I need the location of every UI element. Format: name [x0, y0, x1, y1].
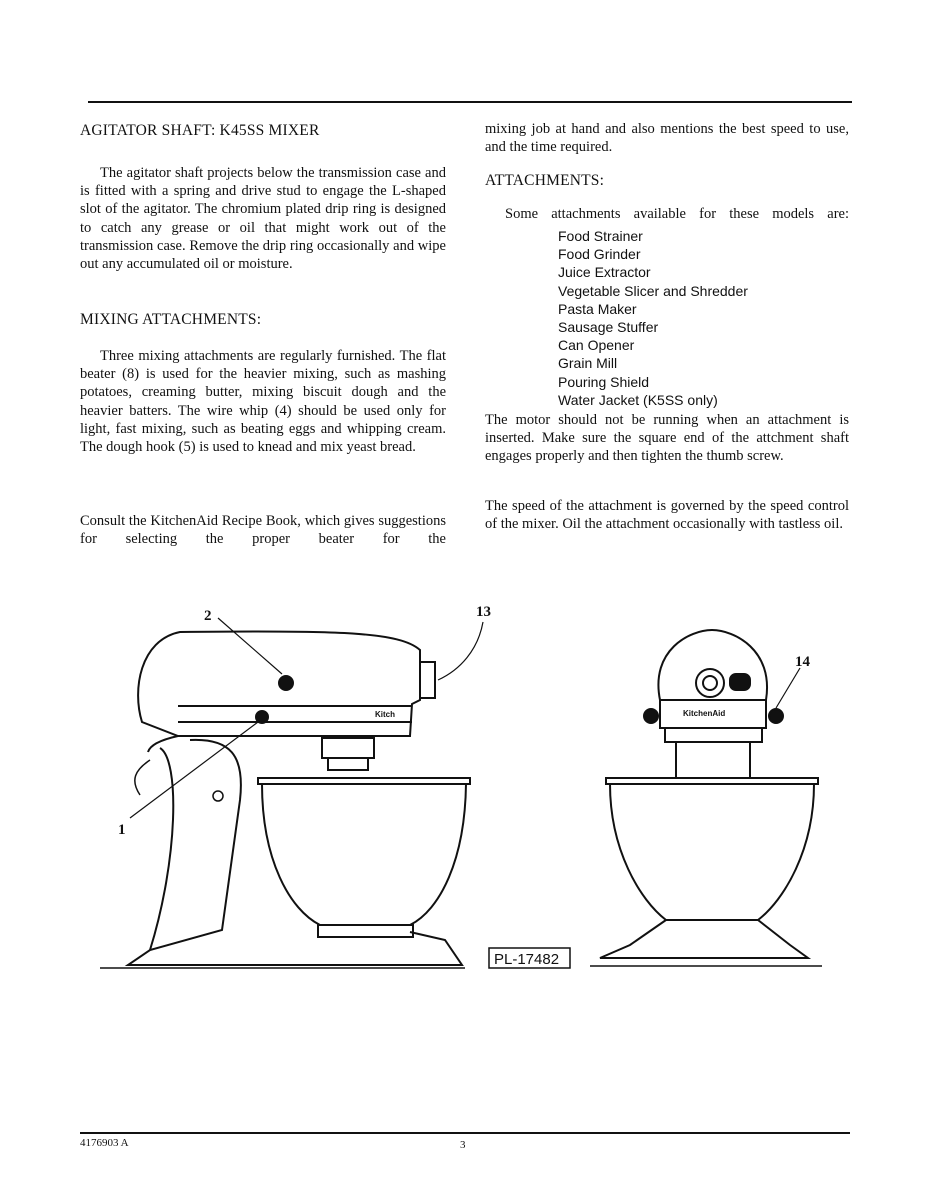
paragraph-recipe-book: Consult the KitchenAid Recipe Book, which gives suggestions for selecting the proper beater for the: [80, 513, 446, 548]
brand-label-side: Kitch: [375, 710, 395, 719]
callout-2: 2: [204, 608, 212, 624]
attachments-intro: Some attachments available for these models are:: [505, 206, 849, 222]
list-item: Food Grinder: [558, 246, 641, 263]
list-item: Vegetable Slicer and Shredder: [558, 282, 748, 299]
list-item: Sausage Stuffer: [558, 319, 659, 336]
paragraph-mixing-attachments: Three mixing attachments are regularly furnished. The flat beater (8) is used for the heavier mixing, such as mashing potatoes, creaming butter, mixing biscuit dough and the heavier batters. The wire whip (4) should be used only for light, fast mixing, such as beating eggs and whipping cream. The dough hook (5) is used to knead and mix yeast bread.: [80, 348, 446, 456]
brand-label-front: KitchenAid: [683, 709, 726, 718]
callout-14: 14: [795, 654, 810, 670]
footer-rule: [80, 1132, 850, 1134]
list-item: Water Jacket (K5SS only): [558, 391, 718, 408]
list-item: Pasta Maker: [558, 300, 637, 317]
paragraph-speed: The speed of the attachment is governed by the speed control of the mixer. Oil the attachment occasionally with tastless oil.: [485, 498, 849, 533]
list-item: Grain Mill: [558, 355, 618, 372]
heading-mixing-attachments: MIXING ATTACHMENTS:: [80, 311, 262, 328]
part-number: PL-17482: [494, 951, 560, 968]
mixer-front-view: [590, 630, 822, 966]
paragraph-agitator-shaft: The agitator shaft projects below the transmission case and is fitted with a spring and drive stud to engage the L-shaped slot of the agitator. The chromium plated drip ring is designed to catch any grease or oil that might work out of the transmission case. Remove the drip ring occasionally and wipe out any accumulated oil or moisture.: [80, 165, 446, 273]
list-item: Can Opener: [558, 337, 635, 354]
paragraph-continued: mixing job at hand and also mentions the best speed to use, and the time required.: [485, 121, 849, 156]
callout-1: 1: [118, 822, 126, 838]
paragraph-motor: The motor should not be running when an attachment is inserted. Make sure the square end of the attchment shaft engages properly and then tighten the thumb screw.: [485, 412, 849, 465]
document-number: 4176903 A: [80, 1137, 129, 1149]
mixer-side-view: [100, 631, 470, 968]
callout-13: 13: [476, 604, 491, 620]
page-number: 3: [460, 1139, 466, 1151]
list-item: Juice Extractor: [558, 264, 651, 281]
list-item: Pouring Shield: [558, 373, 650, 390]
heading-attachments: ATTACHMENTS:: [485, 172, 605, 189]
heading-agitator-shaft: AGITATOR SHAFT: K45SS MIXER: [80, 122, 320, 139]
list-item: Food Strainer: [558, 228, 643, 244]
